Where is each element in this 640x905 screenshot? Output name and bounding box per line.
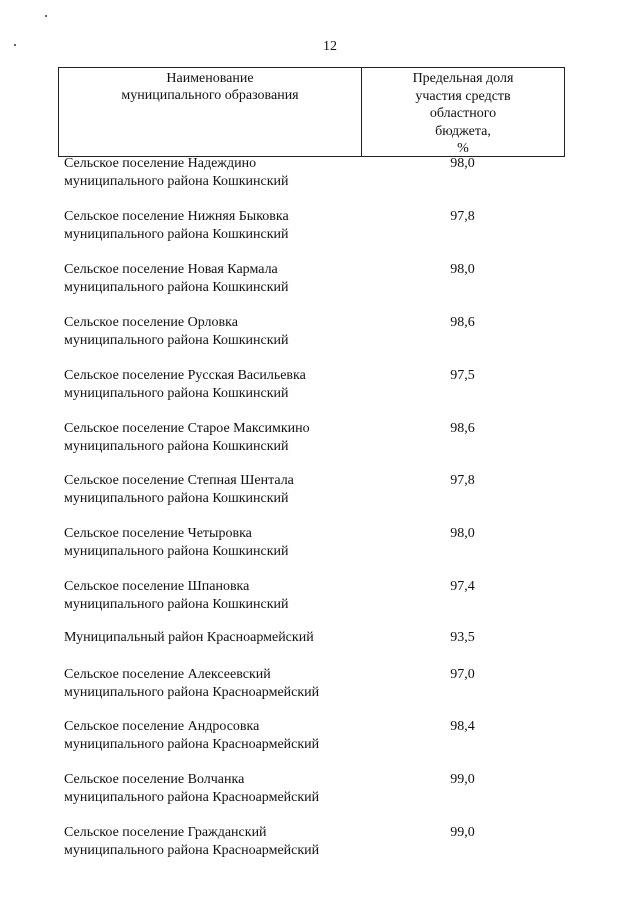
municipality-name: [64, 666, 364, 702]
name-line: муниципального района Кошкинский: [64, 544, 289, 559]
name-line: муниципального района Кошкинский: [64, 439, 289, 454]
name-line: муниципального района Красноармейский: [64, 843, 320, 858]
municipality-name: [64, 472, 364, 508]
municipality-name: [64, 420, 364, 456]
name-line: Сельское поселение Надеждино: [64, 156, 257, 171]
header-name-column: [59, 68, 362, 156]
scan-speck: [45, 15, 47, 17]
municipality-name: [64, 261, 364, 297]
municipality-name: [64, 367, 364, 403]
table-header: [58, 67, 565, 157]
name-line: муниципального района Кошкинский: [64, 386, 289, 401]
header-share-line: Предельная доля: [412, 71, 514, 86]
name-line: Сельское поселение Старое Максимкино: [64, 421, 310, 436]
municipality-name: [64, 824, 364, 860]
name-line: муниципального района Красноармейский: [64, 685, 320, 700]
name-line: муниципального района Кошкинский: [64, 174, 289, 189]
municipality-name: [64, 208, 364, 244]
budget-share-value: 99,0: [450, 772, 475, 787]
name-line: Сельское поселение Четыровка: [64, 526, 252, 541]
name-line: муниципального района Красноармейский: [64, 737, 320, 752]
name-line: Сельское поселение Русская Васильевка: [64, 368, 306, 383]
budget-share-value: 98,0: [450, 526, 475, 541]
budget-share-value: 97,8: [450, 209, 475, 224]
municipality-name: [64, 629, 364, 647]
municipality-name: [64, 718, 364, 754]
name-line: Сельское поселение Орловка: [64, 315, 238, 330]
budget-share-value: 97,5: [450, 368, 475, 383]
name-line: Сельское поселение Нижняя Быковка: [64, 209, 289, 224]
name-line: Сельское поселение Алексеевский: [64, 667, 271, 682]
budget-share-value: 98,0: [450, 262, 475, 277]
name-line: Сельское поселение Гражданский: [64, 825, 267, 840]
header-share-column: [362, 68, 564, 156]
page-number: 12: [323, 39, 337, 54]
header-name-line: муниципального образования: [121, 88, 299, 103]
municipality-name: [64, 525, 364, 561]
municipality-name: [64, 771, 364, 807]
municipality-name: [64, 314, 364, 350]
name-line: Сельское поселение Степная Шентала: [64, 473, 294, 488]
budget-share-value: 98,6: [450, 315, 475, 330]
budget-share-value: 98,0: [450, 156, 475, 171]
name-line: Сельское поселение Новая Кармала: [64, 262, 278, 277]
header-name-line: Наименование: [166, 71, 254, 86]
name-line: муниципального района Кошкинский: [64, 597, 289, 612]
municipality-name: [64, 155, 364, 191]
name-line: Муниципальный район Красноармейский: [64, 630, 314, 645]
header-share-line: областного: [429, 106, 497, 121]
budget-share-value: 93,5: [450, 630, 475, 645]
name-line: Сельское поселение Андросовка: [64, 719, 260, 734]
name-line: муниципального района Красноармейский: [64, 790, 320, 805]
name-line: муниципального района Кошкинский: [64, 280, 289, 295]
name-line: Сельское поселение Волчанка: [64, 772, 245, 787]
municipality-name: [64, 578, 364, 614]
name-line: Сельское поселение Шпановка: [64, 579, 250, 594]
name-line: муниципального района Кошкинский: [64, 491, 289, 506]
name-line: муниципального района Кошкинский: [64, 333, 289, 348]
header-share-line: участия средств: [415, 88, 511, 104]
budget-share-value: 98,6: [450, 421, 475, 436]
budget-share-value: 97,0: [450, 667, 475, 682]
budget-share-value: 98,4: [450, 719, 475, 734]
budget-share-value: 99,0: [450, 825, 475, 840]
header-share-line: %: [457, 141, 469, 156]
budget-share-value: 97,4: [450, 579, 475, 594]
header-share-line: бюджета,: [435, 123, 491, 139]
budget-share-value: 97,8: [450, 473, 475, 488]
name-line: муниципального района Кошкинский: [64, 227, 289, 242]
